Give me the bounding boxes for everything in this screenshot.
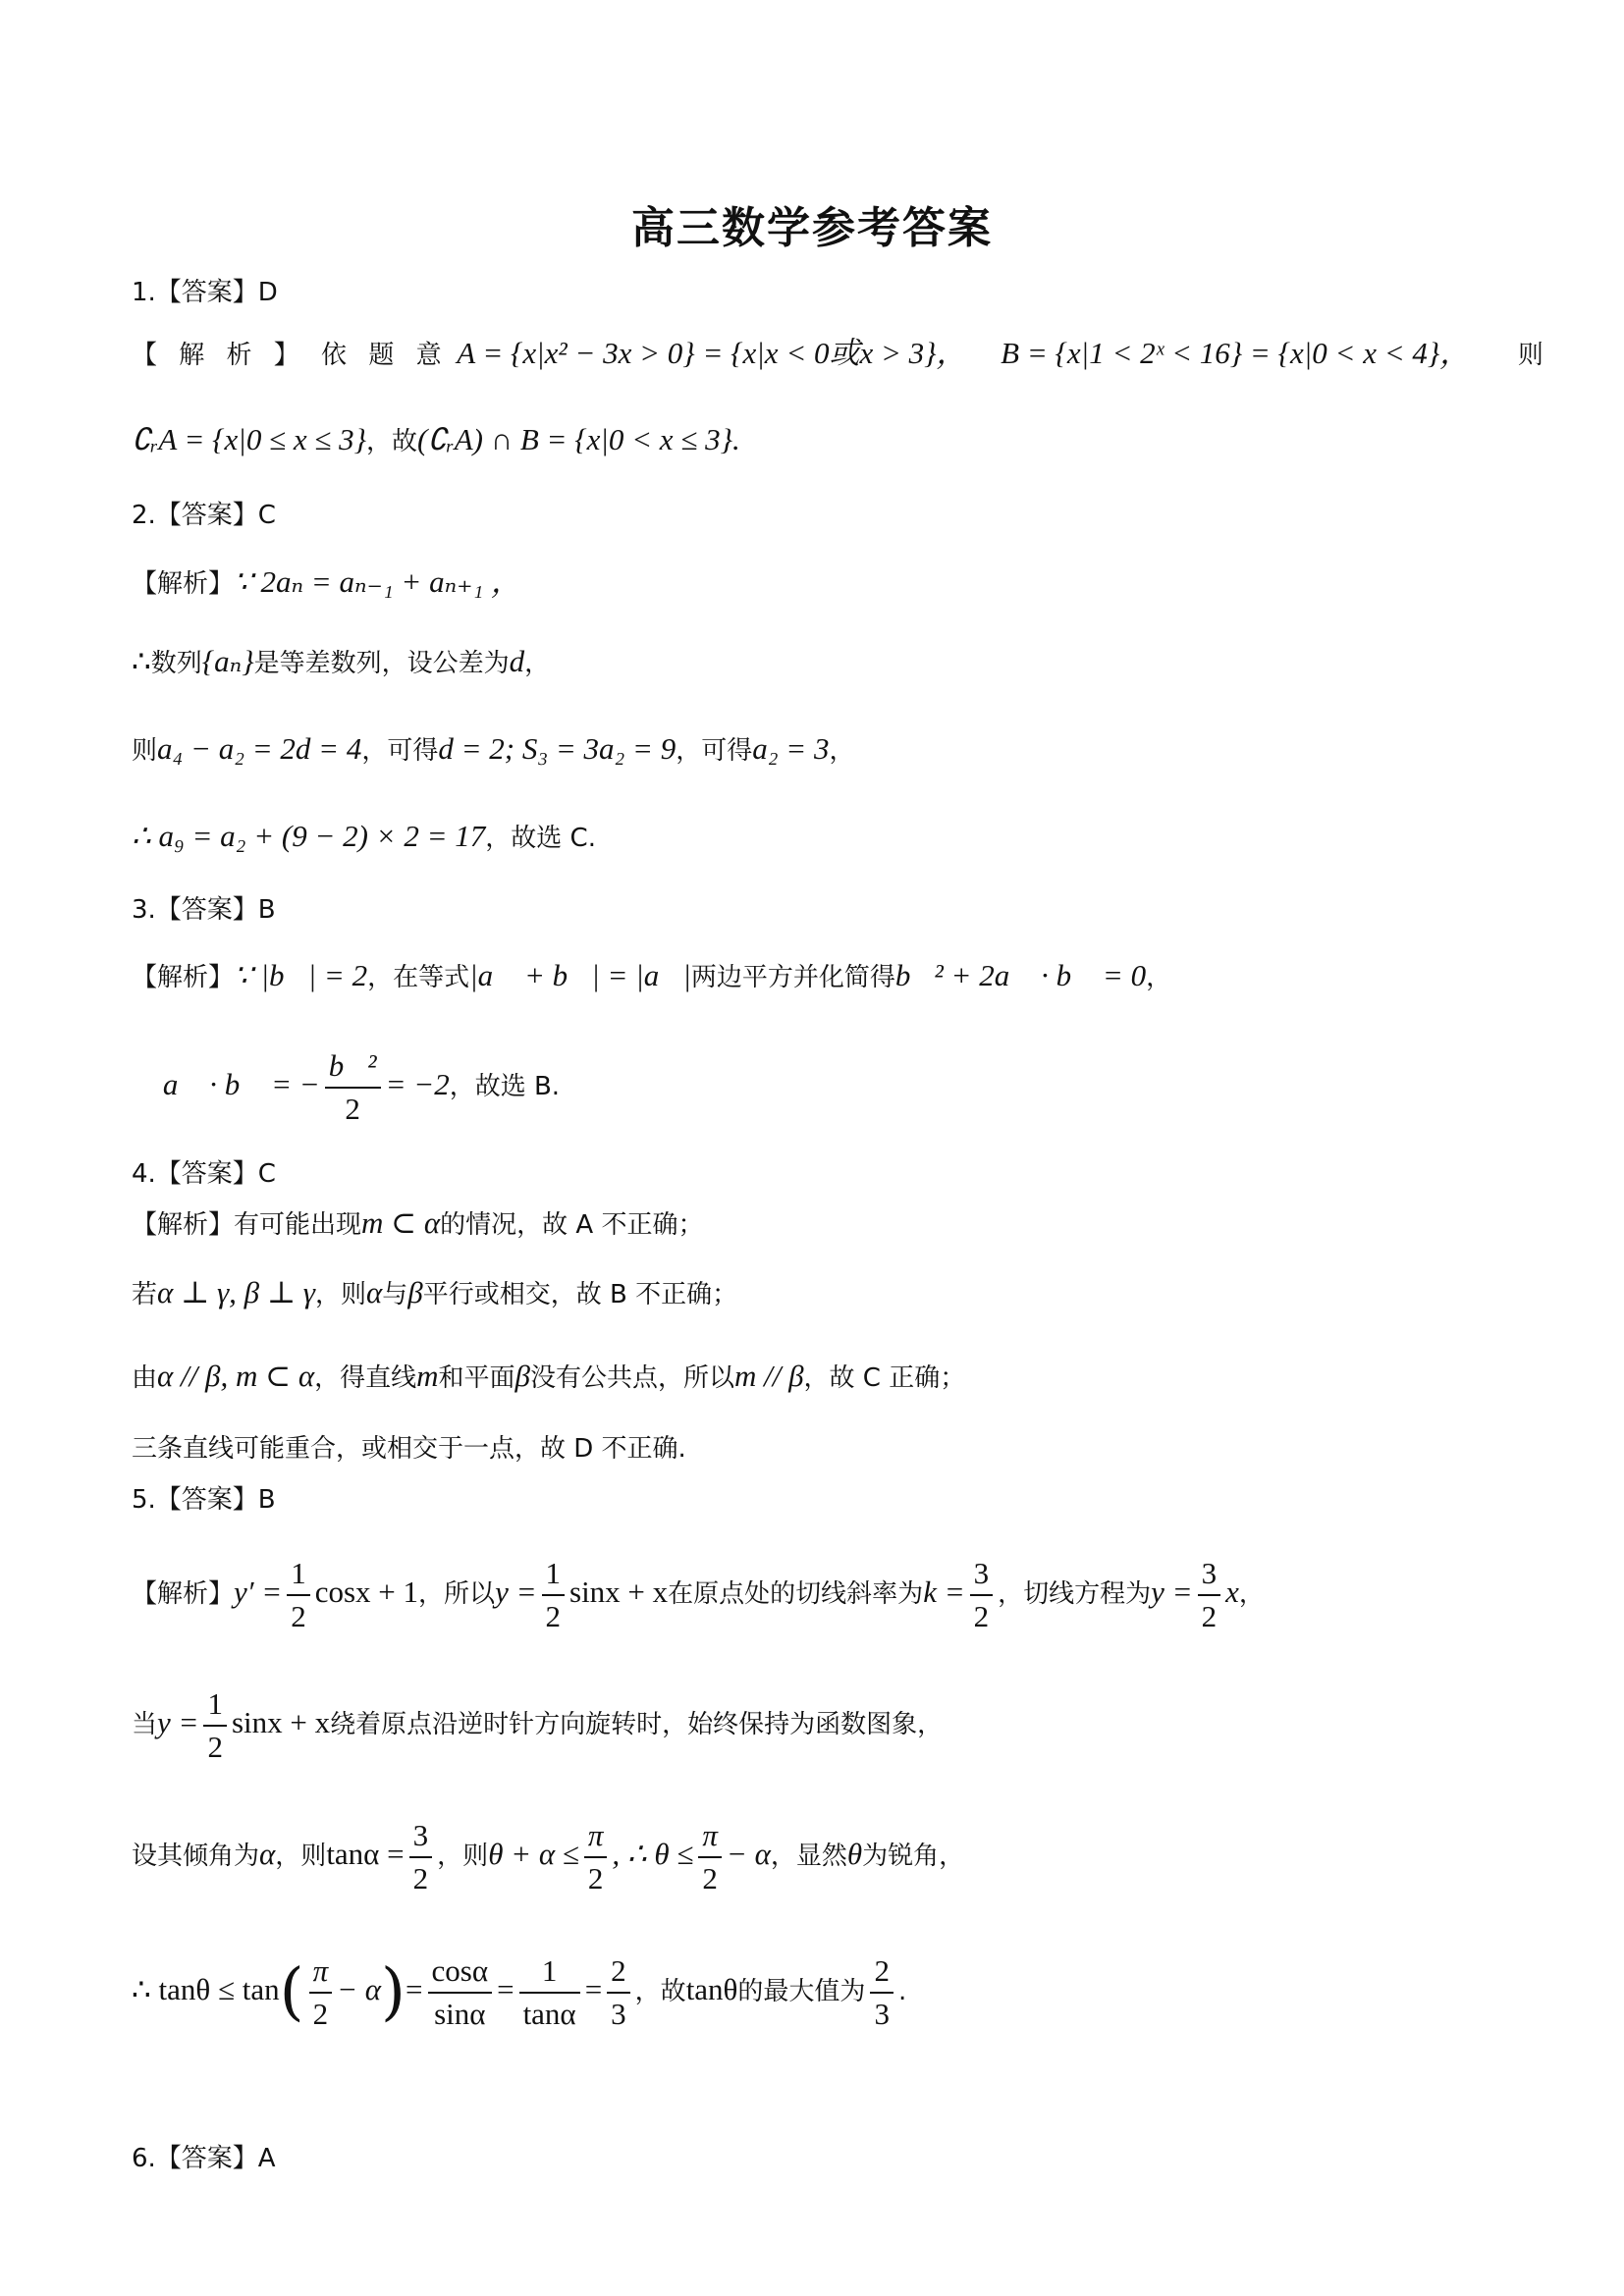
fraction-denominator: tanα: [522, 1996, 576, 2031]
fraction-numerator: 3: [409, 1818, 433, 1858]
q4-answer-label: 4.【答案】C: [132, 1159, 276, 1189]
q2-text: 则: [132, 736, 158, 766]
fraction-denominator: 2: [312, 1996, 329, 2031]
q4-plane-beta: β: [514, 1359, 530, 1393]
q3-conclusion: ，故选 B.: [449, 1072, 561, 1102]
q5-text: ，所以: [418, 1579, 496, 1610]
q5-math: sinx + x: [569, 1575, 669, 1610]
fraction-denominator: 3: [611, 1996, 626, 2031]
q5-fraction: [584, 1818, 608, 1896]
fraction-numerator: 3: [970, 1556, 994, 1596]
q4-text: 没有公共点，所以: [529, 1363, 734, 1393]
q6-answer-label: 6.【答案】A: [132, 2144, 276, 2173]
q2-text: ，: [829, 736, 855, 766]
q5-fraction: [1198, 1556, 1221, 1633]
q4-solution-line-2: [132, 1273, 737, 1314]
fraction-numerator: π: [584, 1818, 608, 1858]
fraction-denominator: 2: [545, 1598, 561, 1633]
q3-fraction: [325, 1048, 381, 1126]
q5-fraction: [519, 1953, 580, 2031]
q2-eq-1: a₄ − a₂ = 2d = 4: [157, 731, 362, 766]
q2-text: ，: [524, 649, 551, 678]
fraction-numerator: 1: [203, 1686, 227, 1727]
q5-math: tanθ: [685, 1972, 738, 2007]
q5-math: =: [584, 1972, 603, 2007]
q2-recurrence: ∵ 2aₙ = aₙ₋₁ + aₙ₊₁ ，: [234, 564, 522, 599]
fraction-denominator: 2: [1201, 1598, 1218, 1633]
q1-answer: [132, 273, 278, 312]
q4-alpha: α: [365, 1275, 383, 1309]
q5-text: 当: [132, 1710, 158, 1740]
q5-text: ，切线方程为: [998, 1579, 1152, 1610]
fraction-denominator: 2: [291, 1598, 306, 1633]
q1-answer-label: 1.【答案】D: [132, 278, 278, 307]
q5-text: ，: [1238, 1579, 1265, 1610]
fraction-denominator: sinα: [434, 1996, 486, 2031]
q2-answer: [132, 496, 276, 535]
q4-text: 三条直线可能重合，或相交于一点，故 D 不正确.: [132, 1434, 686, 1464]
q5-fraction: [428, 1953, 493, 2031]
q5-math: , ∴ θ ≤: [612, 1837, 694, 1872]
q4-answer: [132, 1154, 276, 1194]
q1-solution-line-1: [132, 334, 1543, 375]
q5-math: θ: [846, 1837, 863, 1872]
q5-math: y =: [495, 1575, 537, 1610]
q2-common-diff: d: [509, 644, 525, 678]
q5-math: α: [259, 1837, 276, 1872]
fraction-denominator: 3: [874, 1996, 890, 2031]
q3-text: ，: [1146, 963, 1172, 992]
q5-fraction: [309, 1953, 333, 2031]
q4-text: 若: [132, 1280, 158, 1309]
q3-norm-b: ∵ |b⃗| = 2: [234, 958, 368, 992]
therefore-symbol: ∴: [132, 644, 151, 678]
q5-text: ，故: [634, 1977, 686, 2007]
q5-text: .: [897, 1977, 907, 2007]
q4-beta: β: [407, 1275, 423, 1309]
q5-text: 在原点处的切线斜率为: [668, 1579, 924, 1610]
q2-eq-3: a₂ = 3: [752, 731, 830, 766]
q2-solution-line-4: [132, 817, 596, 858]
q3-solution-line-1: [132, 956, 1171, 997]
fraction-numerator: 1: [287, 1556, 310, 1596]
q5-math: y′ =: [234, 1575, 283, 1610]
q5-fraction: [203, 1686, 227, 1764]
q1-intersection: (∁ᵣA) ∩ B = {x|0 < x ≤ 3}.: [417, 422, 740, 456]
q4-text: 由: [132, 1363, 158, 1393]
q3-simplified: b⃗² + 2a⃗ · b⃗ = 0: [894, 958, 1147, 992]
q5-math: cosx + 1: [314, 1575, 419, 1610]
q4-parallel: α // β, m ⊂ α: [157, 1359, 315, 1393]
q1-solution-label: 【 解 析 】 依 题 意: [132, 341, 449, 370]
right-paren: ): [381, 1955, 406, 2029]
q5-text: ，则: [437, 1842, 489, 1872]
q5-math: k =: [923, 1575, 965, 1610]
q2-conclusion: ，故选 C.: [485, 824, 596, 853]
q5-fraction: [870, 1953, 893, 2031]
left-paren: (: [279, 1955, 304, 2029]
q4-text: 的情况，故 A 不正确；: [440, 1210, 704, 1240]
q3-answer-label: 3.【答案】B: [132, 895, 276, 925]
q5-solution-line-1: [132, 1556, 1265, 1633]
fraction-denominator: 2: [973, 1598, 990, 1633]
q4-text: 和平面: [438, 1363, 515, 1393]
q4-text: ，故 C 正确；: [803, 1363, 966, 1393]
q3-text: ，在等式: [367, 963, 470, 992]
q5-math: y =: [157, 1705, 199, 1740]
q2-text: ，可得: [676, 736, 753, 766]
q5-math: =: [497, 1972, 514, 2007]
q2-text: ，可得: [361, 736, 439, 766]
q5-solution-line-4: [132, 1953, 906, 2031]
q5-text: ，则: [275, 1842, 327, 1872]
q5-text: 的最大值为: [737, 1977, 866, 2007]
q4-text: ，则: [314, 1280, 366, 1309]
fraction-numerator: 1: [542, 1556, 566, 1596]
fraction-numerator: 3: [1198, 1556, 1221, 1596]
q5-math: x: [1225, 1575, 1239, 1610]
q4-m-parallel-beta: m // β: [733, 1359, 804, 1393]
q2-solution-line-2: [132, 642, 550, 683]
q4-solution-line-3: [132, 1357, 965, 1398]
q2-solution-line-3: [132, 729, 854, 771]
q4-subset: m ⊂ α: [361, 1205, 441, 1240]
q3-solution-line-2: [132, 1048, 560, 1126]
q5-fraction: [287, 1556, 310, 1633]
q1-then: 则: [1517, 341, 1543, 370]
q5-math: sinx + x: [231, 1705, 331, 1740]
q1-set-a: A = {x|x² − 3x > 0} = {x|x < 0或x > 3}，: [457, 336, 967, 370]
q5-text: 绕着原点沿逆时针方向旋转时，始终保持为函数图象，: [330, 1710, 944, 1740]
q3-solution-label: 【解析】: [132, 963, 235, 992]
q4-perp: α ⊥ γ, β ⊥ γ: [157, 1275, 315, 1309]
fraction-numerator: π: [309, 1953, 333, 1994]
q5-math: y =: [1151, 1575, 1193, 1610]
q2-eq-2: d = 2; S₃ = 3a₂ = 9: [438, 731, 677, 766]
q1-so: ，故: [366, 427, 418, 456]
q2-answer-label: 2.【答案】C: [132, 501, 276, 530]
q5-math: − α: [337, 1972, 382, 2007]
fraction-numerator: 2: [607, 1953, 630, 1994]
q5-text: 为锐角，: [862, 1842, 965, 1872]
q4-text: ，得直线: [314, 1363, 417, 1393]
q5-fraction: [607, 1953, 630, 2031]
q5-answer-label: 5.【答案】B: [132, 1485, 276, 1515]
fraction-denominator: 2: [207, 1729, 223, 1764]
q5-fraction: [698, 1818, 722, 1896]
q5-math: ∴ tanθ ≤ tan: [132, 1972, 280, 2007]
q4-line-m: m: [416, 1359, 439, 1393]
q2-solution-line-1: [132, 562, 521, 604]
q1-solution-line-2: [132, 420, 740, 461]
q5-fraction: [409, 1818, 433, 1896]
q5-math: tanα =: [326, 1837, 405, 1872]
q5-solution-label: 【解析】: [132, 1579, 235, 1610]
fraction-numerator: b⃗²: [325, 1048, 381, 1089]
q3-equation: |a⃗ + b⃗| = |a⃗|: [469, 958, 691, 992]
q5-fraction: [970, 1556, 994, 1633]
q5-text: 设其倾角为: [132, 1842, 260, 1872]
fraction-numerator: 2: [870, 1953, 893, 1994]
fraction-denominator: 2: [587, 1860, 604, 1896]
q5-math: − α: [726, 1837, 771, 1872]
q2-text: 是等差数列，设公差为: [253, 649, 510, 678]
fraction-denominator: 2: [412, 1860, 429, 1896]
q6-answer: [132, 2139, 276, 2178]
q4-solution-label: 【解析】: [132, 1210, 235, 1240]
q5-math: =: [406, 1972, 423, 2007]
q3-value: = −2: [385, 1067, 450, 1102]
q5-text: ，显然: [770, 1842, 847, 1872]
q1-set-b: B = {x|1 < 2ˣ < 16} = {x|0 < x < 4}，: [1001, 336, 1471, 370]
q4-solution-line-4: [132, 1429, 686, 1468]
q3-dot-product: ∴ a⃗ · b⃗ = −: [132, 1067, 320, 1102]
q2-result: ∴ a₉ = a₂ + (9 − 2) × 2 = 17: [132, 819, 486, 853]
q1-complement: ∁ᵣA = {x|0 ≤ x ≤ 3}: [132, 422, 367, 456]
fraction-denominator: 2: [345, 1091, 360, 1126]
q3-answer: [132, 890, 276, 930]
page-title: 高三数学参考答案: [631, 203, 993, 253]
fraction-numerator: cosα: [428, 1953, 493, 1994]
q4-solution-line-1: [132, 1203, 704, 1245]
q2-sequence: {aₙ}: [201, 644, 254, 678]
q5-fraction: [542, 1556, 566, 1633]
q3-text: 两边平方并化简得: [690, 963, 895, 992]
fraction-denominator: 2: [702, 1860, 718, 1896]
q2-text: 数列: [150, 649, 202, 678]
fraction-numerator: π: [698, 1818, 722, 1858]
fraction-numerator: 1: [519, 1953, 580, 1994]
q2-solution-label: 【解析】: [132, 569, 235, 599]
q5-solution-line-2: [132, 1686, 943, 1764]
q4-text: 与: [382, 1280, 408, 1309]
q5-answer: [132, 1480, 276, 1520]
q5-math: θ + α ≤: [488, 1837, 579, 1872]
q4-text: 有可能出现: [234, 1210, 362, 1240]
q5-solution-line-3: [132, 1818, 964, 1896]
q4-text: 平行或相交，故 B 不正确；: [422, 1280, 738, 1309]
